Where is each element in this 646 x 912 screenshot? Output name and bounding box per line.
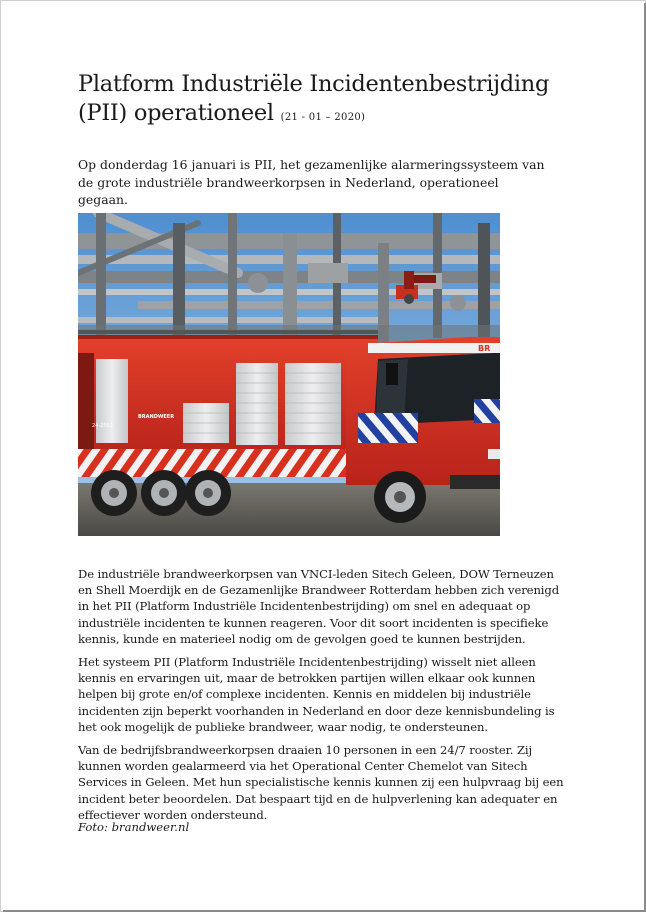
fire-truck-photo — [78, 213, 500, 536]
body-paragraph: Het systeem PII (Platform Industriële Incidentenbestrijding) wisselt niet alleen kennis en ervaringen uit, maar de betrokken partijen willen elkaar ook kunnen helpen bij grote en/of complexe incidenten. Kennis en middelen bij industriële incidenten zijn beperkt voorhanden in Nederland en door deze kennisbundeling is het ook mogelijk de publieke brandweer, waar nodig, te ondersteunen. — [78, 655, 555, 734]
photo-credit: Foto: brandweer.nl — [78, 820, 190, 834]
body-paragraph: Van de bedrijfsbrandweerkorpsen draaien 10 personen in een 24/7 rooster. Zij kunnen worden gealarmeerd via het Operational Center Chemelot van Sitech Services in Geleen. Met hun specialistische kennis kunnen zij een hulpvraag bij een incident beter beoordelen. Dat bespaart tijd en de hulpverlening kan adequater en effectiever worden ondersteund. — [78, 743, 564, 822]
article-title — [78, 70, 578, 132]
article-intro: Op donderdag 16 januari is PII, het gezamenlijke alarmeringssysteem van de grote industriële brandweerkorpsen in Nederland, operationeel gegaan. — [78, 157, 545, 207]
truck-cab-label: BR — [478, 344, 491, 353]
truck-number: 24-2562 — [92, 423, 113, 429]
body-paragraph: De industriële brandweerkorpsen van VNCI-leden Sitech Geleen, DOW Terneuzen en Shell Moerdijk en de Gezamenlijke Brandweer Rotterdam hebben zich verenigd in het PII (Platform Industriële Incidentenbestrijding) om snel en adequaat op industriële incidenten te kunnen reageren. Voor dit soort incidenten is specifieke kennis, kunde en materieel nodig om de gevolgen goed te kunnen bestrijden. — [78, 567, 560, 646]
truck-side-label: BRANDWEER — [138, 414, 175, 420]
article-title-text: Platform Industriële Incidentenbestrijding (PII) operationeel — [78, 71, 550, 126]
article-body — [78, 566, 566, 830]
article-date: (21 - 01 – 2020) — [280, 112, 366, 123]
